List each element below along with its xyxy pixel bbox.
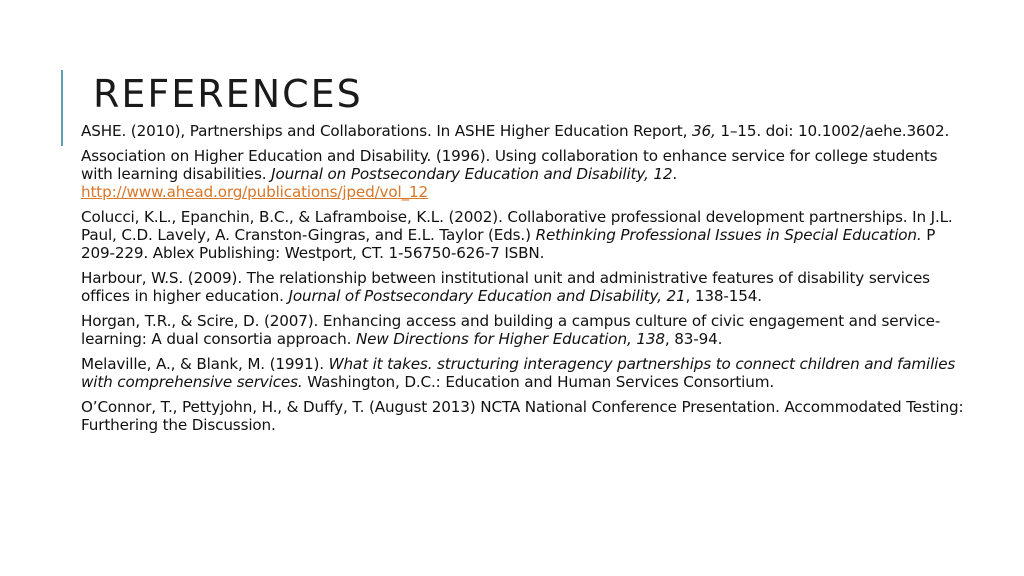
reference-item xyxy=(81,122,966,140)
reference-italic: What it takes. structuring interagency partnerships to connect children and families with comprehensive services. xyxy=(81,355,956,391)
reference-text: ASHE. (2010), Partnerships and Collaborations. In ASHE Higher Education Report, xyxy=(81,122,692,140)
reference-italic: Journal on Postsecondary Education and Disability, 12 xyxy=(271,165,673,183)
reference-text: Washington, D.C.: Education and Human Services Consortium. xyxy=(302,373,775,391)
slide-title: REFERENCES xyxy=(93,72,363,116)
reference-text: . xyxy=(672,165,678,183)
reference-italic: 36, xyxy=(691,122,716,140)
reference-text: P 209-229. Ablex Publishing: Westport, CT. 1-56750-626-7 ISBN. xyxy=(81,226,936,262)
reference-item xyxy=(81,355,966,391)
reference-italic: New Directions for Higher Education, 138 xyxy=(355,330,665,348)
reference-item xyxy=(81,398,966,434)
reference-text: Harbour, W.S. (2009). The relationship between institutional unit and administrative features of disability services offices in higher education. xyxy=(81,269,930,305)
reference-italic: Rethinking Professional Issues in Special Education. xyxy=(535,226,922,244)
reference-item xyxy=(81,312,966,348)
reference-text: Association on Higher Education and Disability. (1996). Using collaboration to enhance service for college students with learning disabilities. xyxy=(81,147,938,183)
reference-italic: Journal of Postsecondary Education and Disability, 21 xyxy=(288,287,686,305)
reference-text: 1–15. doi: 10.1002/aehe.3602. xyxy=(715,122,950,140)
title-accent-bar xyxy=(61,70,63,146)
reference-text: Melaville, A., & Blank, M. (1991). xyxy=(81,355,329,373)
reference-text: , 83-94. xyxy=(664,330,723,348)
reference-text: Horgan, T.R., & Scire, D. (2007). Enhancing access and building a campus culture of civic engagement and service-learning: A dual consortia approach. xyxy=(81,312,941,348)
reference-text: Colucci, K.L., Epanchin, B.C., & Laframboise, K.L. (2002). Collaborative professional development partnerships. In J.L. Paul, C.D. Lavely, A. Cranston-Gingras, and E.L. Taylor (Eds.) xyxy=(81,208,953,244)
reference-link[interactable]: http://www.ahead.org/publications/jped/vol_12 xyxy=(81,183,429,201)
reference-text: O’Connor, T., Pettyjohn, H., & Duffy, T. (August 2013) NCTA National Conference Presentation. Accommodated Testing: Furthering the Discussion. xyxy=(81,398,964,434)
reference-item xyxy=(81,147,966,201)
reference-list xyxy=(81,122,966,441)
reference-text: , 138-154. xyxy=(685,287,762,305)
reference-item xyxy=(81,208,966,262)
reference-item xyxy=(81,269,966,305)
